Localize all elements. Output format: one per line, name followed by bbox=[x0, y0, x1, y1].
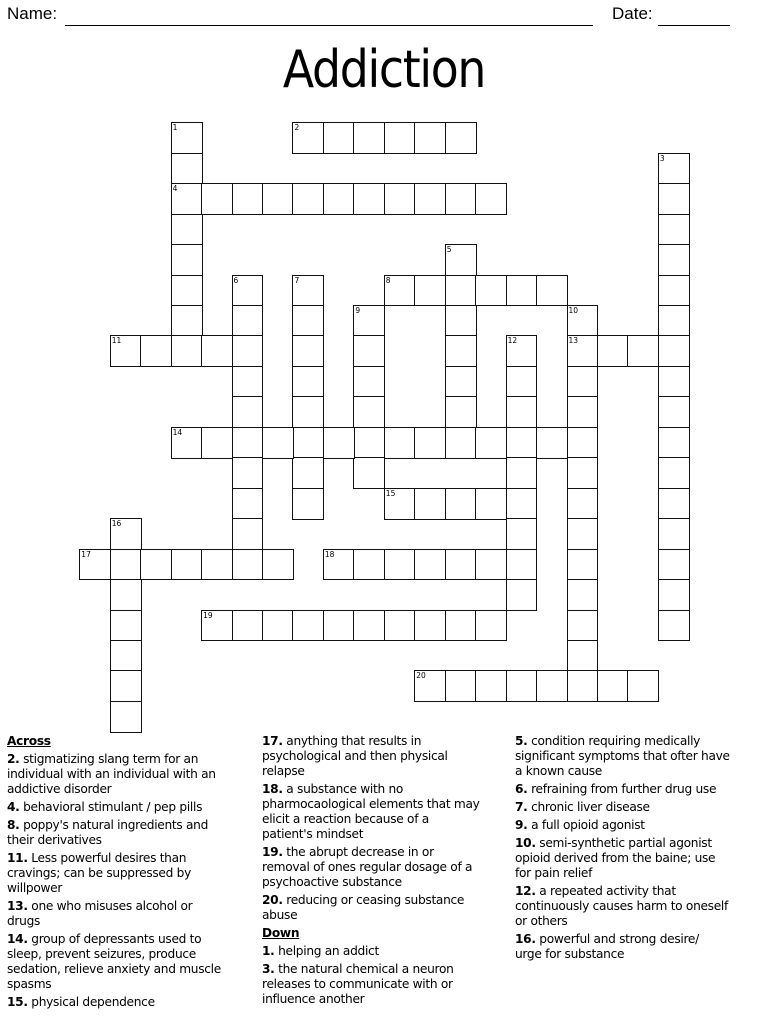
grid-cell[interactable] bbox=[445, 275, 477, 307]
grid-cell[interactable] bbox=[292, 488, 324, 520]
grid-cell[interactable] bbox=[292, 610, 324, 642]
grid-cell[interactable] bbox=[232, 305, 264, 337]
grid-cell[interactable] bbox=[323, 427, 355, 459]
grid-cell[interactable] bbox=[232, 396, 264, 428]
grid-cell[interactable] bbox=[658, 549, 690, 581]
grid-cell[interactable] bbox=[414, 427, 446, 459]
grid-cell[interactable] bbox=[414, 549, 446, 581]
date-label: Date: bbox=[612, 4, 653, 23]
across-clue bbox=[262, 734, 512, 779]
grid-cell[interactable] bbox=[292, 427, 324, 459]
clue-text: anything that results in psychological and then physical relapse bbox=[262, 734, 448, 778]
cell-number: 5 bbox=[446, 245, 452, 255]
cell-number: 12 bbox=[507, 336, 518, 346]
grid-cell[interactable] bbox=[232, 366, 264, 398]
grid-cell[interactable] bbox=[658, 396, 690, 428]
grid-cell[interactable] bbox=[414, 122, 446, 154]
grid-cell[interactable] bbox=[506, 275, 538, 307]
grid-cell[interactable] bbox=[232, 488, 264, 520]
grid-cell[interactable] bbox=[414, 183, 446, 215]
grid-cell[interactable] bbox=[384, 427, 416, 459]
clue-number: 19. bbox=[262, 845, 283, 859]
clue-number: 6. bbox=[515, 782, 528, 796]
clue-text: stigmatizing slang term for an individual with an individual with an addictive disorder bbox=[7, 752, 216, 796]
across-clue bbox=[7, 899, 257, 929]
clue-text: the natural chemical a neuron releases to communicate with or influence another bbox=[262, 962, 454, 1006]
grid-cell[interactable] bbox=[445, 335, 477, 367]
across-heading: Across bbox=[7, 734, 51, 748]
grid-cell[interactable] bbox=[567, 640, 599, 672]
grid-cell[interactable] bbox=[353, 366, 385, 398]
grid-cell[interactable] bbox=[384, 122, 416, 154]
clue-text: group of depressants used to sleep, prevent seizures, produce sedation, relieve anxiety and muscle spasms bbox=[7, 932, 221, 991]
across-clue bbox=[7, 995, 257, 1010]
grid-cell[interactable] bbox=[110, 610, 142, 642]
grid-cell[interactable] bbox=[353, 427, 385, 459]
clue-number: 5. bbox=[515, 734, 528, 748]
cell-number: 4 bbox=[172, 184, 178, 194]
clue-text: a substance with no pharmocaological elements that may elicit a reaction because of a patient's mindset bbox=[262, 782, 480, 841]
grid-cell[interactable] bbox=[384, 488, 416, 520]
grid-cell[interactable] bbox=[110, 549, 142, 581]
grid-cell[interactable] bbox=[414, 275, 446, 307]
grid-cell[interactable] bbox=[506, 670, 538, 702]
down-heading: Down bbox=[262, 926, 300, 940]
cell-number: 9 bbox=[355, 306, 361, 315]
cell-number: 16 bbox=[111, 519, 122, 529]
down-clue bbox=[262, 962, 512, 1007]
grid-cell[interactable] bbox=[475, 488, 507, 520]
grid-cell[interactable] bbox=[414, 610, 446, 642]
grid-cell[interactable] bbox=[232, 275, 264, 307]
grid-cell[interactable] bbox=[567, 366, 599, 398]
grid-cell[interactable] bbox=[353, 122, 385, 154]
grid-cell[interactable] bbox=[262, 549, 294, 581]
grid-cell[interactable] bbox=[110, 518, 142, 550]
grid-cell[interactable] bbox=[353, 396, 385, 428]
grid-cell[interactable] bbox=[506, 335, 538, 367]
grid-cell[interactable] bbox=[323, 122, 355, 154]
grid-cell[interactable] bbox=[232, 610, 264, 642]
across-clue bbox=[262, 893, 512, 923]
grid-cell[interactable] bbox=[292, 366, 324, 398]
grid-cell[interactable] bbox=[171, 244, 203, 276]
grid-cell[interactable] bbox=[475, 670, 507, 702]
cell-number: 6 bbox=[233, 275, 239, 285]
clue-number: 12. bbox=[515, 884, 536, 898]
grid-cell[interactable] bbox=[506, 366, 538, 398]
cell-number: 1 bbox=[172, 123, 178, 133]
grid-cell[interactable] bbox=[658, 488, 690, 520]
grid-cell[interactable] bbox=[536, 275, 568, 307]
grid-cell[interactable] bbox=[658, 610, 690, 642]
grid-cell[interactable] bbox=[445, 427, 477, 459]
grid-cell[interactable] bbox=[445, 396, 477, 428]
grid-cell[interactable] bbox=[232, 183, 264, 215]
grid-cell[interactable] bbox=[567, 518, 599, 550]
grid-cell[interactable] bbox=[567, 579, 599, 611]
grid-cell[interactable] bbox=[384, 549, 416, 581]
down-clue bbox=[515, 836, 765, 881]
clue-text: physical dependence bbox=[31, 995, 155, 1009]
clue-number: 20. bbox=[262, 893, 283, 907]
grid-cell[interactable] bbox=[658, 427, 690, 459]
grid-cell[interactable] bbox=[536, 670, 568, 702]
grid-cell[interactable] bbox=[445, 488, 477, 520]
grid-cell[interactable] bbox=[567, 670, 599, 702]
grid-cell[interactable] bbox=[384, 610, 416, 642]
grid-cell[interactable] bbox=[597, 670, 629, 702]
grid-cell[interactable] bbox=[171, 305, 203, 337]
grid-cell[interactable] bbox=[171, 275, 203, 307]
clue-number: 4. bbox=[7, 800, 20, 814]
grid-cell[interactable] bbox=[414, 488, 446, 520]
cell-number: 8 bbox=[385, 275, 391, 285]
grid-cell[interactable] bbox=[384, 275, 416, 307]
across-clue bbox=[7, 932, 257, 992]
grid-cell[interactable] bbox=[353, 457, 385, 489]
grid-cell[interactable] bbox=[232, 335, 264, 367]
clue-number: 9. bbox=[515, 818, 528, 832]
clue-number: 3. bbox=[262, 962, 275, 976]
clue-text: helping an addict bbox=[278, 944, 379, 958]
grid-cell[interactable] bbox=[475, 427, 507, 459]
grid-cell[interactable] bbox=[201, 183, 233, 215]
clue-text: poppy's natural ingredients and their derivatives bbox=[7, 818, 209, 847]
cell-number: 20 bbox=[416, 671, 426, 681]
cell-number: 17 bbox=[81, 549, 91, 559]
clue-text: refraining from further drug use bbox=[531, 782, 717, 796]
grid-cell[interactable] bbox=[445, 610, 477, 642]
grid-cell[interactable] bbox=[323, 610, 355, 642]
grid-cell[interactable] bbox=[292, 396, 324, 428]
clue-text: Less powerful desires than cravings; can be suppressed by willpower bbox=[7, 851, 191, 895]
clue-number: 14. bbox=[7, 932, 28, 946]
grid-cell[interactable] bbox=[445, 122, 477, 154]
clues-column-2 bbox=[262, 734, 512, 1010]
grid-cell[interactable] bbox=[292, 183, 324, 215]
grid-cell[interactable] bbox=[567, 396, 599, 428]
across-clue bbox=[7, 752, 257, 797]
clue-number: 15. bbox=[7, 995, 28, 1009]
grid-cell[interactable] bbox=[79, 549, 111, 581]
grid-cell[interactable] bbox=[567, 427, 599, 459]
grid-cell[interactable] bbox=[353, 610, 385, 642]
clue-text: semi-synthetic partial agonist opioid derived from the baine; use for pain relief bbox=[515, 836, 716, 880]
grid-cell[interactable] bbox=[658, 457, 690, 489]
clue-number: 10. bbox=[515, 836, 536, 850]
grid-cell[interactable] bbox=[110, 701, 142, 733]
grid-cell[interactable] bbox=[353, 305, 385, 337]
grid-cell[interactable] bbox=[658, 275, 690, 307]
grid-cell[interactable] bbox=[323, 549, 355, 581]
grid-cell[interactable] bbox=[232, 427, 264, 459]
grid-cell[interactable] bbox=[140, 335, 172, 367]
grid-cell[interactable] bbox=[506, 518, 538, 550]
grid-cell[interactable] bbox=[171, 183, 203, 215]
grid-cell[interactable] bbox=[384, 183, 416, 215]
grid-cell[interactable] bbox=[445, 183, 477, 215]
across-clue bbox=[262, 845, 512, 890]
cell-number: 15 bbox=[385, 488, 396, 498]
grid-cell[interactable] bbox=[353, 549, 385, 581]
cell-number: 3 bbox=[659, 153, 665, 163]
clue-text: powerful and strong desire/ urge for substance bbox=[515, 932, 699, 961]
cell-number: 13 bbox=[568, 336, 579, 346]
grid-cell[interactable] bbox=[658, 579, 690, 611]
cell-number: 14 bbox=[172, 427, 183, 437]
grid-cell[interactable] bbox=[567, 335, 599, 367]
cell-number: 11 bbox=[111, 336, 122, 346]
grid-cell[interactable] bbox=[323, 183, 355, 215]
grid-cell[interactable] bbox=[445, 670, 477, 702]
grid-cell[interactable] bbox=[658, 153, 690, 185]
grid-cell[interactable] bbox=[140, 549, 172, 581]
grid-cell[interactable] bbox=[110, 335, 142, 367]
clue-text: chronic liver disease bbox=[531, 800, 650, 814]
across-clue bbox=[7, 800, 257, 815]
cell-number: 10 bbox=[568, 306, 579, 315]
cell-number: 7 bbox=[294, 275, 300, 285]
clue-text: condition requiring medically significant symptoms that ofter have a known cause bbox=[515, 734, 730, 778]
grid-cell[interactable] bbox=[201, 335, 233, 367]
clue-number: 8. bbox=[7, 818, 20, 832]
down-clue bbox=[515, 932, 765, 962]
grid-cell[interactable] bbox=[292, 275, 324, 307]
grid-cell[interactable] bbox=[658, 183, 690, 215]
grid-cell[interactable] bbox=[567, 457, 599, 489]
grid-cell[interactable] bbox=[262, 183, 294, 215]
grid-cell[interactable] bbox=[506, 457, 538, 489]
down-clue bbox=[515, 782, 765, 797]
grid-cell[interactable] bbox=[201, 427, 233, 459]
grid-cell[interactable] bbox=[232, 549, 264, 581]
clue-text: a full opioid agonist bbox=[531, 818, 645, 832]
grid-cell[interactable] bbox=[292, 122, 324, 154]
puzzle-title: Addiction bbox=[282, 40, 486, 100]
grid-cell[interactable] bbox=[171, 549, 203, 581]
grid-cell[interactable] bbox=[567, 549, 599, 581]
grid-cell[interactable] bbox=[506, 579, 538, 611]
grid-cell[interactable] bbox=[445, 305, 477, 337]
grid-cell[interactable] bbox=[201, 610, 233, 642]
grid-cell[interactable] bbox=[201, 549, 233, 581]
grid-cell[interactable] bbox=[627, 335, 659, 367]
down-clue bbox=[515, 800, 765, 815]
grid-cell[interactable] bbox=[445, 244, 477, 276]
cell-number: 18 bbox=[324, 549, 335, 559]
grid-cell[interactable] bbox=[506, 488, 538, 520]
grid-cell[interactable] bbox=[262, 427, 294, 459]
grid-cell[interactable] bbox=[292, 335, 324, 367]
grid-cell[interactable] bbox=[475, 275, 507, 307]
grid-cell[interactable] bbox=[658, 335, 690, 367]
grid-cell[interactable] bbox=[567, 305, 599, 337]
grid-cell[interactable] bbox=[475, 549, 507, 581]
cell-number: 2 bbox=[294, 123, 300, 133]
down-clue bbox=[515, 818, 765, 833]
grid-cell[interactable] bbox=[627, 670, 659, 702]
clue-number: 16. bbox=[515, 932, 536, 946]
grid-cell[interactable] bbox=[171, 335, 203, 367]
grid-cell[interactable] bbox=[597, 335, 629, 367]
grid-cell[interactable] bbox=[506, 427, 538, 459]
clues-column-3 bbox=[515, 734, 765, 965]
clue-number: 7. bbox=[515, 800, 528, 814]
cell-number: 19 bbox=[203, 610, 213, 620]
grid-cell[interactable] bbox=[292, 457, 324, 489]
grid-cell[interactable] bbox=[171, 122, 203, 154]
grid-cell[interactable] bbox=[353, 335, 385, 367]
grid-cell[interactable] bbox=[262, 610, 294, 642]
across-clue bbox=[7, 818, 257, 848]
clue-number: 18. bbox=[262, 782, 283, 796]
grid-cell[interactable] bbox=[445, 366, 477, 398]
clues-column-1 bbox=[7, 734, 257, 1013]
clue-text: the abrupt decrease in or removal of ones regular dosage of a psychoactive substance bbox=[262, 845, 473, 889]
grid-cell[interactable] bbox=[110, 579, 142, 611]
clue-text: behavioral stimulant / pep pills bbox=[23, 800, 203, 814]
clue-number: 1. bbox=[262, 944, 275, 958]
grid-cell[interactable] bbox=[110, 640, 142, 672]
grid-cell[interactable] bbox=[445, 549, 477, 581]
grid-cell[interactable] bbox=[475, 183, 507, 215]
clue-number: 17. bbox=[262, 734, 283, 748]
grid-cell[interactable] bbox=[506, 396, 538, 428]
across-clue bbox=[262, 782, 512, 842]
clue-number: 2. bbox=[7, 752, 20, 766]
grid-cell[interactable] bbox=[658, 244, 690, 276]
grid-cell[interactable] bbox=[658, 305, 690, 337]
grid-cell[interactable] bbox=[536, 427, 568, 459]
clue-number: 11. bbox=[7, 851, 28, 865]
clue-text: reducing or ceasing substance abuse bbox=[262, 893, 465, 922]
grid-cell[interactable] bbox=[658, 366, 690, 398]
grid-cell[interactable] bbox=[658, 518, 690, 550]
name-label: Name: bbox=[7, 4, 58, 23]
down-clue bbox=[515, 884, 765, 929]
clue-number: 13. bbox=[7, 899, 28, 913]
across-clue bbox=[7, 851, 257, 896]
grid-cell[interactable] bbox=[567, 610, 599, 642]
grid-cell[interactable] bbox=[475, 610, 507, 642]
grid-cell[interactable] bbox=[292, 305, 324, 337]
down-clue bbox=[262, 944, 512, 959]
clue-text: a repeated activity that continuously causes harm to oneself or others bbox=[515, 884, 729, 928]
grid-cell[interactable] bbox=[658, 214, 690, 246]
grid-cell[interactable] bbox=[232, 457, 264, 489]
grid-cell[interactable] bbox=[232, 518, 264, 550]
grid-cell[interactable] bbox=[171, 153, 203, 185]
grid-cell[interactable] bbox=[414, 670, 446, 702]
grid-cell[interactable] bbox=[353, 183, 385, 215]
grid-cell[interactable] bbox=[567, 488, 599, 520]
grid-cell[interactable] bbox=[171, 214, 203, 246]
grid-cell[interactable] bbox=[506, 549, 538, 581]
grid-cell[interactable] bbox=[110, 670, 142, 702]
grid-cell[interactable] bbox=[171, 427, 203, 459]
down-clue bbox=[515, 734, 765, 779]
clue-text: one who misuses alcohol or drugs bbox=[7, 899, 193, 928]
